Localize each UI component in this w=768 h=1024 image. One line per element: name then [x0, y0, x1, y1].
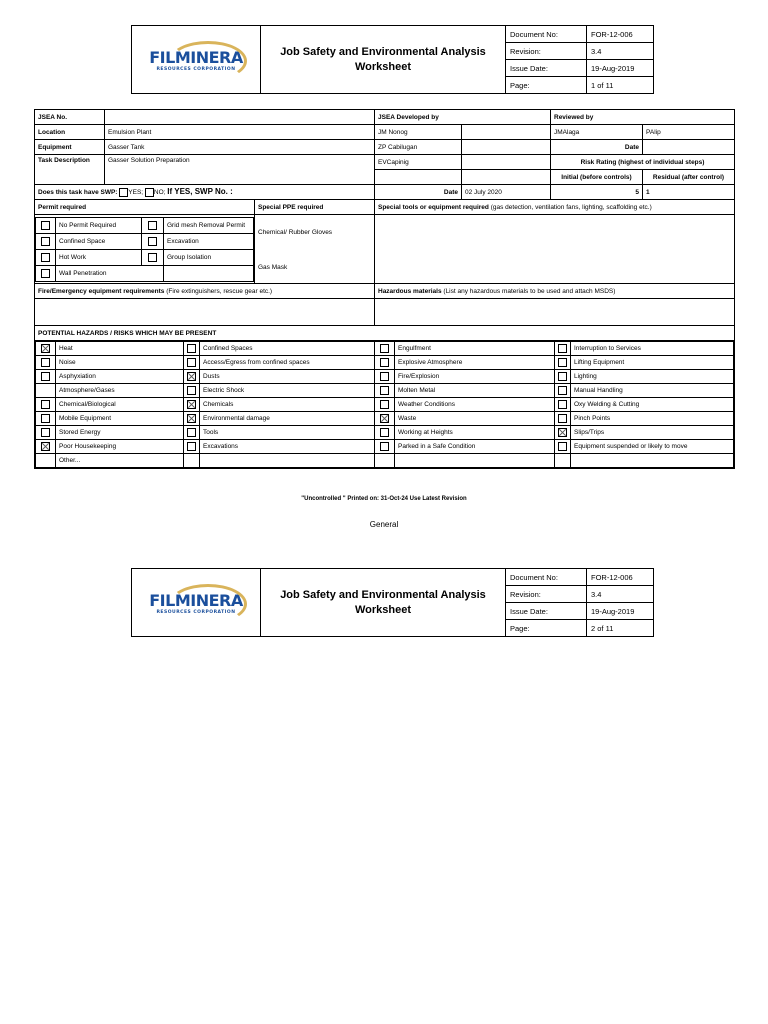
hazard-label: Environmental damage — [200, 412, 375, 426]
hazard-checkbox[interactable] — [187, 386, 196, 395]
permit-label: Wall Penetration — [56, 265, 164, 281]
hazard-row — [36, 370, 734, 384]
hazard-label: Excavations — [200, 440, 375, 454]
hazard-label: Fire/Explosion — [395, 370, 555, 384]
developer-1: JM Nonog — [375, 125, 462, 140]
residual-label: Residual (after control) — [643, 170, 735, 185]
hazard-checkbox[interactable] — [380, 358, 389, 367]
hazard-label: Asphyxiation — [56, 370, 184, 384]
hazard-checkbox[interactable] — [41, 358, 50, 367]
jsea-no-field[interactable] — [105, 110, 375, 125]
hazard-label: Other... — [56, 454, 184, 468]
doc-no-label: Document No: — [506, 569, 587, 586]
filminera-logo: FILMINERA RESOURCES CORPORATION — [149, 591, 242, 615]
hazard-row — [36, 412, 734, 426]
permit-label: Confined Space — [56, 233, 142, 249]
permit-checkbox[interactable] — [41, 237, 50, 246]
hazard-checkbox[interactable] — [380, 386, 389, 395]
permit-checkbox[interactable] — [148, 237, 157, 246]
permit-label: Excavation — [164, 233, 254, 249]
swp-no-label: NO; — [153, 189, 166, 197]
hazard-checkbox[interactable] — [558, 372, 567, 381]
hazard-checkbox[interactable] — [41, 344, 50, 353]
hazard-label: Working at Heights — [395, 426, 555, 440]
hazard-label: Molten Metal — [395, 384, 555, 398]
revision-value: 3.4 — [587, 586, 654, 603]
page-label: Page: — [506, 620, 587, 637]
permit-label: No Permit Required — [56, 217, 142, 233]
hazard-row — [36, 398, 734, 412]
hazardous-materials-label: Hazardous materials (List any hazardous materials to be used and attach MSDS) — [375, 284, 735, 299]
doc-no-value: FOR-12-006 — [587, 569, 654, 586]
hazard-label: Slips/Trips — [571, 426, 734, 440]
task-description-label: Task Description — [35, 155, 105, 185]
reviewer-2: PAlip — [643, 125, 735, 140]
hazard-checkbox[interactable] — [380, 372, 389, 381]
permit-checkbox[interactable] — [41, 269, 50, 278]
hazard-checkbox[interactable] — [380, 428, 389, 437]
equipment-value[interactable]: Gasser Tank — [105, 140, 375, 155]
developer-3: EVCapinig — [375, 155, 462, 170]
issue-date-label: Issue Date: — [506, 60, 587, 77]
page-value: 1 of 11 — [587, 77, 654, 94]
hazard-checkbox[interactable] — [187, 428, 196, 437]
permits-table — [35, 217, 254, 282]
hazard-checkbox[interactable] — [380, 414, 389, 423]
hazard-row — [36, 342, 734, 356]
reviewer-1: JMAlaga — [551, 125, 643, 140]
document-header-page-2 — [131, 568, 654, 637]
location-value[interactable]: Emulsion Plant — [105, 125, 375, 140]
ppe-panel[interactable] — [255, 215, 375, 284]
swp-no-checkbox[interactable] — [145, 188, 154, 197]
swp-number-label: If YES, SWP No. : — [167, 187, 233, 197]
hazard-checkbox[interactable] — [558, 344, 567, 353]
special-ppe-label: Special PPE required — [255, 200, 375, 215]
ppe-item: Chemical/ Rubber Gloves — [258, 229, 333, 236]
permits-panel — [35, 215, 255, 284]
fire-equipment-field[interactable] — [35, 299, 375, 326]
hazard-checkbox[interactable] — [41, 414, 50, 423]
permit-label: Grid mesh Removal Permit — [164, 217, 254, 233]
hazard-label: Noise — [56, 356, 184, 370]
date-label: Date — [375, 185, 462, 200]
hazard-checkbox[interactable] — [558, 400, 567, 409]
doc-no-value: FOR-12-006 — [587, 26, 654, 43]
hazard-row — [36, 454, 734, 468]
hazard-label: Interruption to Services — [571, 342, 734, 356]
hazard-row — [36, 356, 734, 370]
swp-yes-checkbox[interactable] — [119, 188, 128, 197]
page-value: 2 of 11 — [587, 620, 654, 637]
hazard-checkbox[interactable] — [41, 400, 50, 409]
review-date-label: Date — [551, 140, 643, 155]
hazard-checkbox[interactable] — [380, 442, 389, 451]
hazard-label: Heat — [56, 342, 184, 356]
document-title: Job Safety and Environmental Analysis Worksheet — [261, 26, 506, 94]
swp-yes-label: YES; — [128, 189, 144, 197]
logo-cell — [132, 26, 261, 94]
jsea-developed-label: JSEA Developed by — [375, 110, 551, 125]
hazard-checkbox[interactable] — [187, 372, 196, 381]
hazard-label: Chemicals — [200, 398, 375, 412]
hazard-checkbox[interactable] — [558, 428, 567, 437]
reviewed-by-label: Reviewed by — [551, 110, 735, 125]
doc-no-label: Document No: — [506, 26, 587, 43]
hazard-checkbox[interactable] — [380, 400, 389, 409]
permit-checkbox[interactable] — [41, 221, 50, 230]
hazard-checkbox[interactable] — [187, 442, 196, 451]
hazard-row — [36, 440, 734, 454]
hazard-label: Electric Shock — [200, 384, 375, 398]
equipment-label: Equipment — [35, 140, 105, 155]
special-tools-label: Special tools or equipment required (gas detection, ventilation fans, lighting, scaffolding etc.) — [375, 200, 735, 215]
developer-4[interactable] — [375, 170, 462, 185]
hazard-checkbox[interactable] — [558, 442, 567, 451]
hazard-label: Lifting Equipment — [571, 356, 734, 370]
hazard-label: Oxy Welding & Cutting — [571, 398, 734, 412]
hazard-label: Lighting — [571, 370, 734, 384]
hazards-panel — [35, 341, 735, 469]
hazard-label — [200, 454, 375, 468]
print-notice: "Uncontrolled " Printed on: 31-Oct-24 Use Latest Revision — [301, 496, 467, 502]
risk-rating-label: Risk Rating (highest of individual steps) — [551, 155, 735, 170]
hazard-checkbox[interactable] — [558, 386, 567, 395]
hazard-label: Equipment suspended or likely to move — [571, 440, 734, 454]
hazard-checkbox[interactable] — [41, 442, 50, 451]
hazard-checkbox[interactable] — [41, 428, 50, 437]
developer-1-sign[interactable] — [462, 125, 551, 140]
hazard-label: Tools — [200, 426, 375, 440]
issue-date-value: 19-Aug-2019 — [587, 603, 654, 620]
hazard-checkbox[interactable] — [187, 344, 196, 353]
hazard-checkbox[interactable] — [41, 372, 50, 381]
developer-2-sign[interactable] — [462, 140, 551, 155]
hazard-row — [36, 384, 734, 398]
swp-question: Does this task have SWP: YES; NO; If YES, SWP No. : — [35, 185, 375, 200]
ppe-item: Gas Mask — [258, 264, 288, 271]
hazard-label: Dusts — [200, 370, 375, 384]
hazard-label: Mobile Equipment — [56, 412, 184, 426]
logo-cell — [132, 569, 261, 637]
hazard-label: Chemical/Biological — [56, 398, 184, 412]
hazard-label: Weather Conditions — [395, 398, 555, 412]
document-title: Job Safety and Environmental Analysis Worksheet — [261, 569, 506, 637]
hazard-checkbox[interactable] — [187, 358, 196, 367]
date-value[interactable]: 02 July 2020 — [462, 185, 551, 200]
fire-equipment-label: Fire/Emergency equipment requirements (Fire extinguishers, rescue gear etc.) — [35, 284, 375, 299]
hazard-label: Engulfment — [395, 342, 555, 356]
permit-label: Group Isolation — [164, 249, 254, 265]
hazard-label: Poor Housekeeping — [56, 440, 184, 454]
document-header — [131, 25, 654, 94]
hazard-label: Access/Egress from confined spaces — [200, 356, 375, 370]
revision-label: Revision: — [506, 586, 587, 603]
revision-value: 3.4 — [587, 43, 654, 60]
developer-4-sign[interactable] — [462, 170, 551, 185]
jsea-form — [34, 109, 735, 469]
permit-checkbox[interactable] — [148, 253, 157, 262]
initial-label: Initial (before controls) — [551, 170, 643, 185]
filminera-logo: FILMINERA RESOURCES CORPORATION — [149, 48, 242, 72]
permit-checkbox[interactable] — [148, 221, 157, 230]
hazards-heading: POTENTIAL HAZARDS / RISKS WHICH MAY BE PRESENT — [35, 326, 735, 341]
classification-label: General — [369, 520, 399, 529]
hazard-label: Pinch Points — [571, 412, 734, 426]
hazard-checkbox[interactable] — [380, 344, 389, 353]
jsea-no-label: JSEA No. — [35, 110, 105, 125]
residual-risk-value[interactable]: 1 — [643, 185, 735, 200]
special-tools-field[interactable] — [375, 215, 735, 284]
hazard-label — [395, 454, 555, 468]
revision-label: Revision: — [506, 43, 587, 60]
hazard-checkbox[interactable] — [187, 414, 196, 423]
permit-required-label: Permit required — [35, 200, 255, 215]
hazard-label: Atmosphere/Gases — [56, 384, 184, 398]
hazard-row — [36, 426, 734, 440]
task-description-value[interactable]: Gasser Solution Preparation — [105, 155, 375, 185]
permit-checkbox[interactable] — [41, 253, 50, 262]
page-label: Page: — [506, 77, 587, 94]
developer-2: ZP Cabilugan — [375, 140, 462, 155]
hazard-checkbox[interactable] — [187, 400, 196, 409]
initial-risk-value[interactable]: 5 — [551, 185, 643, 200]
hazard-checkbox[interactable] — [558, 414, 567, 423]
hazard-label: Parked in a Safe Condition — [395, 440, 555, 454]
hazard-label: Waste — [395, 412, 555, 426]
review-date-field[interactable] — [643, 140, 735, 155]
hazard-label — [571, 454, 734, 468]
location-label: Location — [35, 125, 105, 140]
hazard-label: Explosive Atmosphere — [395, 356, 555, 370]
developer-3-sign[interactable] — [462, 155, 551, 170]
hazard-checkbox[interactable] — [558, 358, 567, 367]
hazard-label: Manual Handling — [571, 384, 734, 398]
hazardous-materials-field[interactable] — [375, 299, 735, 326]
issue-date-label: Issue Date: — [506, 603, 587, 620]
hazard-label: Confined Spaces — [200, 342, 375, 356]
hazard-label: Stored Energy — [56, 426, 184, 440]
hazards-table — [35, 341, 734, 468]
permit-label: Hot Work — [56, 249, 142, 265]
issue-date-value: 19-Aug-2019 — [587, 60, 654, 77]
